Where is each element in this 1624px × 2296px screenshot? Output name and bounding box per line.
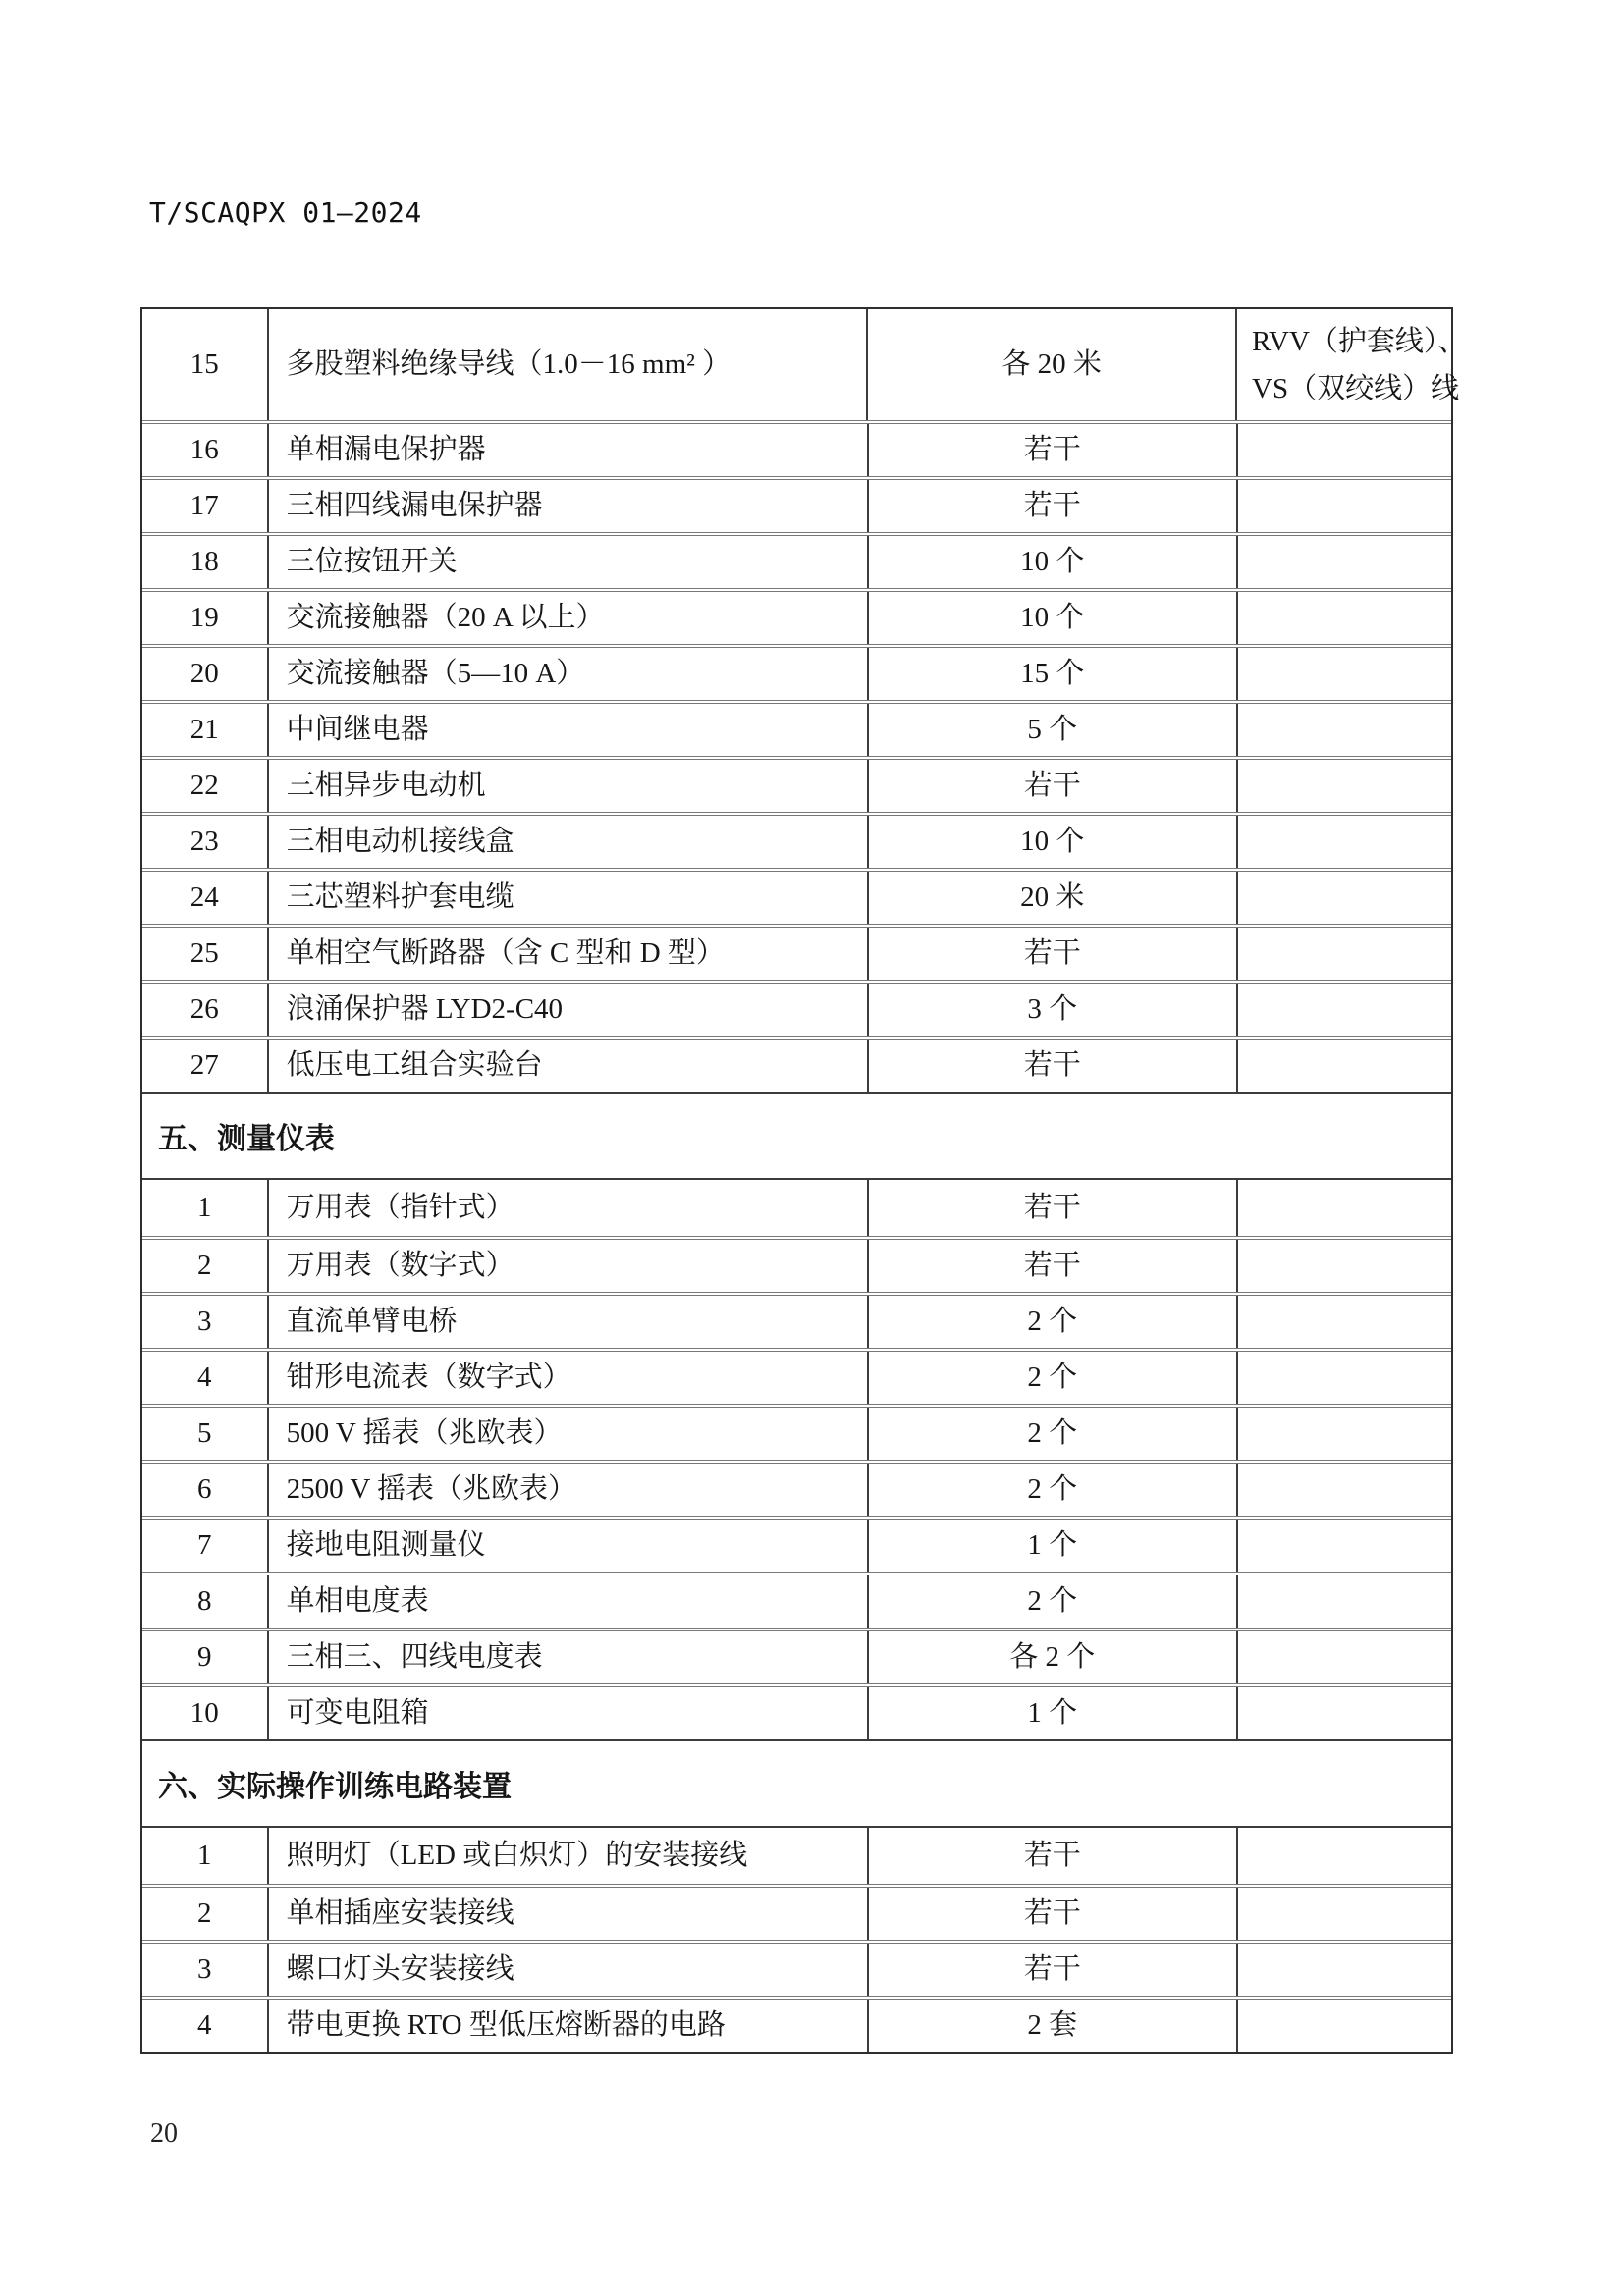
notes-cell	[1238, 424, 1451, 476]
notes-cell	[1238, 1944, 1451, 1996]
table-section	[142, 1739, 1451, 2052]
row-number-cell: 24	[142, 872, 269, 924]
row-number-cell: 15	[142, 309, 269, 420]
table-row	[142, 476, 1451, 532]
row-number-cell: 10	[142, 1687, 269, 1739]
quantity-cell: 若干	[869, 928, 1238, 980]
notes-cell	[1238, 1631, 1451, 1683]
item-name-cell: 三相三、四线电度表	[269, 1631, 869, 1683]
item-name-cell: 2500 V 摇表（兆欧表）	[269, 1464, 869, 1516]
row-number-cell: 1	[142, 1828, 269, 1884]
row-number-cell: 3	[142, 1296, 269, 1348]
page-number: 20	[150, 2118, 178, 2149]
item-name-cell: 三芯塑料护套电缆	[269, 872, 869, 924]
notes-cell	[1238, 928, 1451, 980]
item-name-cell: 万用表（数字式）	[269, 1240, 869, 1292]
notes-cell	[1238, 1180, 1451, 1236]
section-title: 五、测量仪表	[158, 1123, 335, 1155]
item-name-cell: 接地电阻测量仪	[269, 1520, 869, 1572]
item-name-cell: 单相空气断路器（含 C 型和 D 型）	[269, 928, 869, 980]
item-name-cell: 浪涌保护器 LYD2-C40	[269, 984, 869, 1036]
item-name-cell: 三位按钮开关	[269, 536, 869, 588]
item-name-cell: 钳形电流表（数字式）	[269, 1352, 869, 1404]
item-name-cell: 三相电动机接线盒	[269, 816, 869, 868]
table-row	[142, 1683, 1451, 1739]
notes-cell	[1238, 1240, 1451, 1292]
quantity-cell: 10 个	[869, 536, 1238, 588]
section-header-row	[142, 1094, 1451, 1180]
notes-cell	[1238, 1040, 1451, 1092]
table-row	[142, 1348, 1451, 1404]
notes-cell	[1238, 1520, 1451, 1572]
notes-cell	[1238, 480, 1451, 532]
notes-cell	[1238, 1888, 1451, 1940]
table-row	[142, 1828, 1451, 1884]
table-row	[142, 980, 1451, 1036]
row-number-cell: 4	[142, 1352, 269, 1404]
notes-cell	[1238, 536, 1451, 588]
row-number-cell: 7	[142, 1520, 269, 1572]
notes-cell	[1238, 872, 1451, 924]
row-number-cell: 27	[142, 1040, 269, 1092]
table-section	[142, 309, 1467, 1092]
item-name-cell: 交流接触器（20 A 以上）	[269, 592, 869, 644]
quantity-cell: 2 个	[869, 1408, 1238, 1460]
table-row	[142, 588, 1451, 644]
item-name-cell: 中间继电器	[269, 704, 869, 756]
notes-cell	[1238, 1408, 1451, 1460]
notes-cell	[1238, 984, 1451, 1036]
quantity-cell: 5 个	[869, 704, 1238, 756]
row-number-cell: 3	[142, 1944, 269, 1996]
row-number-cell: 16	[142, 424, 269, 476]
row-number-cell: 6	[142, 1464, 269, 1516]
notes-cell	[1238, 1687, 1451, 1739]
row-number-cell: 4	[142, 2000, 269, 2052]
row-number-cell: 23	[142, 816, 269, 868]
notes-cell	[1238, 648, 1451, 700]
quantity-cell: 2 个	[869, 1296, 1238, 1348]
table-row	[142, 1180, 1451, 1236]
row-number-cell: 17	[142, 480, 269, 532]
table-row	[142, 420, 1451, 476]
quantity-cell: 2 套	[869, 2000, 1238, 2052]
table-row	[142, 700, 1451, 756]
note-line: RVV（护套线）、	[1252, 325, 1467, 357]
section-title: 六、实际操作训练电路装置	[158, 1771, 512, 1803]
notes-cell	[1238, 816, 1451, 868]
notes-cell	[1238, 1464, 1451, 1516]
table-section	[142, 1092, 1451, 1739]
quantity-cell: 若干	[869, 480, 1238, 532]
equipment-table	[140, 307, 1467, 2054]
notes-cell	[1238, 1575, 1451, 1628]
table-row	[142, 756, 1451, 812]
row-number-cell: 21	[142, 704, 269, 756]
quantity-cell: 若干	[869, 424, 1238, 476]
quantity-cell: 若干	[869, 1240, 1238, 1292]
table-row	[142, 1996, 1451, 2052]
quantity-cell: 2 个	[869, 1575, 1238, 1628]
item-name-cell: 万用表（指针式）	[269, 1180, 869, 1236]
quantity-cell: 20 米	[869, 872, 1238, 924]
table-row	[142, 1236, 1451, 1292]
row-number-cell: 26	[142, 984, 269, 1036]
table-row	[142, 868, 1451, 924]
item-name-cell: 低压电工组合实验台	[269, 1040, 869, 1092]
quantity-cell: 各 2 个	[869, 1631, 1238, 1683]
quantity-cell: 1 个	[869, 1687, 1238, 1739]
item-name-cell: 螺口灯头安装接线	[269, 1944, 869, 1996]
row-number-cell: 25	[142, 928, 269, 980]
table-row	[142, 924, 1451, 980]
item-name-cell: 可变电阻箱	[269, 1687, 869, 1739]
quantity-cell: 1 个	[869, 1520, 1238, 1572]
table-row	[142, 1940, 1451, 1996]
notes-cell	[1238, 1296, 1451, 1348]
notes-cell	[1238, 2000, 1451, 2052]
notes-cell	[1238, 1352, 1451, 1404]
notes-cell	[1238, 1828, 1451, 1884]
table-row	[142, 1292, 1451, 1348]
item-name-cell: 交流接触器（5—10 A）	[269, 648, 869, 700]
row-number-cell: 8	[142, 1575, 269, 1628]
table-row	[142, 1404, 1451, 1460]
row-number-cell: 2	[142, 1240, 269, 1292]
notes-cell	[1238, 760, 1451, 812]
row-number-cell: 22	[142, 760, 269, 812]
quantity-cell: 若干	[869, 1180, 1238, 1236]
notes-cell	[1238, 592, 1451, 644]
table-row	[142, 644, 1451, 700]
quantity-cell: 若干	[869, 760, 1238, 812]
document-standard-number: T/SCAQPX 01—2024	[149, 196, 422, 229]
quantity-cell: 若干	[869, 1944, 1238, 1996]
item-name-cell: 直流单臂电桥	[269, 1296, 869, 1348]
table-row	[142, 1036, 1451, 1092]
row-number-cell: 1	[142, 1180, 269, 1236]
row-number-cell: 19	[142, 592, 269, 644]
section-header-row	[142, 1741, 1451, 1828]
row-number-cell: 2	[142, 1888, 269, 1940]
quantity-cell: 3 个	[869, 984, 1238, 1036]
quantity-cell: 若干	[869, 1888, 1238, 1940]
table-row	[142, 1884, 1451, 1940]
quantity-cell: 若干	[869, 1040, 1238, 1092]
quantity-cell: 10 个	[869, 816, 1238, 868]
item-name-cell: 三相异步电动机	[269, 760, 869, 812]
item-name-cell: 单相电度表	[269, 1575, 869, 1628]
table-row	[142, 1628, 1451, 1683]
table-row	[142, 1572, 1451, 1628]
quantity-cell: 2 个	[869, 1352, 1238, 1404]
row-number-cell: 20	[142, 648, 269, 700]
note-line: VS（双绞线）线	[1252, 372, 1460, 404]
table-row	[142, 812, 1451, 868]
quantity-cell: 2 个	[869, 1464, 1238, 1516]
table-row	[142, 1460, 1451, 1516]
item-name-cell: 照明灯（LED 或白炽灯）的安装接线	[269, 1828, 869, 1884]
row-number-cell: 9	[142, 1631, 269, 1683]
item-name-cell: 三相四线漏电保护器	[269, 480, 869, 532]
item-name-cell: 单相漏电保护器	[269, 424, 869, 476]
notes-cell	[1238, 704, 1451, 756]
quantity-cell: 15 个	[869, 648, 1238, 700]
quantity-cell: 各 20 米	[868, 309, 1237, 420]
row-number-cell: 18	[142, 536, 269, 588]
item-name-cell: 多股塑料绝缘导线（1.0－16 mm² ）	[269, 309, 869, 420]
quantity-cell: 若干	[869, 1828, 1238, 1884]
notes-cell	[1237, 309, 1467, 420]
item-name-cell: 500 V 摇表（兆欧表）	[269, 1408, 869, 1460]
table-row	[142, 309, 1467, 420]
table-row	[142, 532, 1451, 588]
row-number-cell: 5	[142, 1408, 269, 1460]
item-name-cell: 单相插座安装接线	[269, 1888, 869, 1940]
quantity-cell: 10 个	[869, 592, 1238, 644]
table-row	[142, 1516, 1451, 1572]
item-name-cell: 带电更换 RTO 型低压熔断器的电路	[269, 2000, 869, 2052]
